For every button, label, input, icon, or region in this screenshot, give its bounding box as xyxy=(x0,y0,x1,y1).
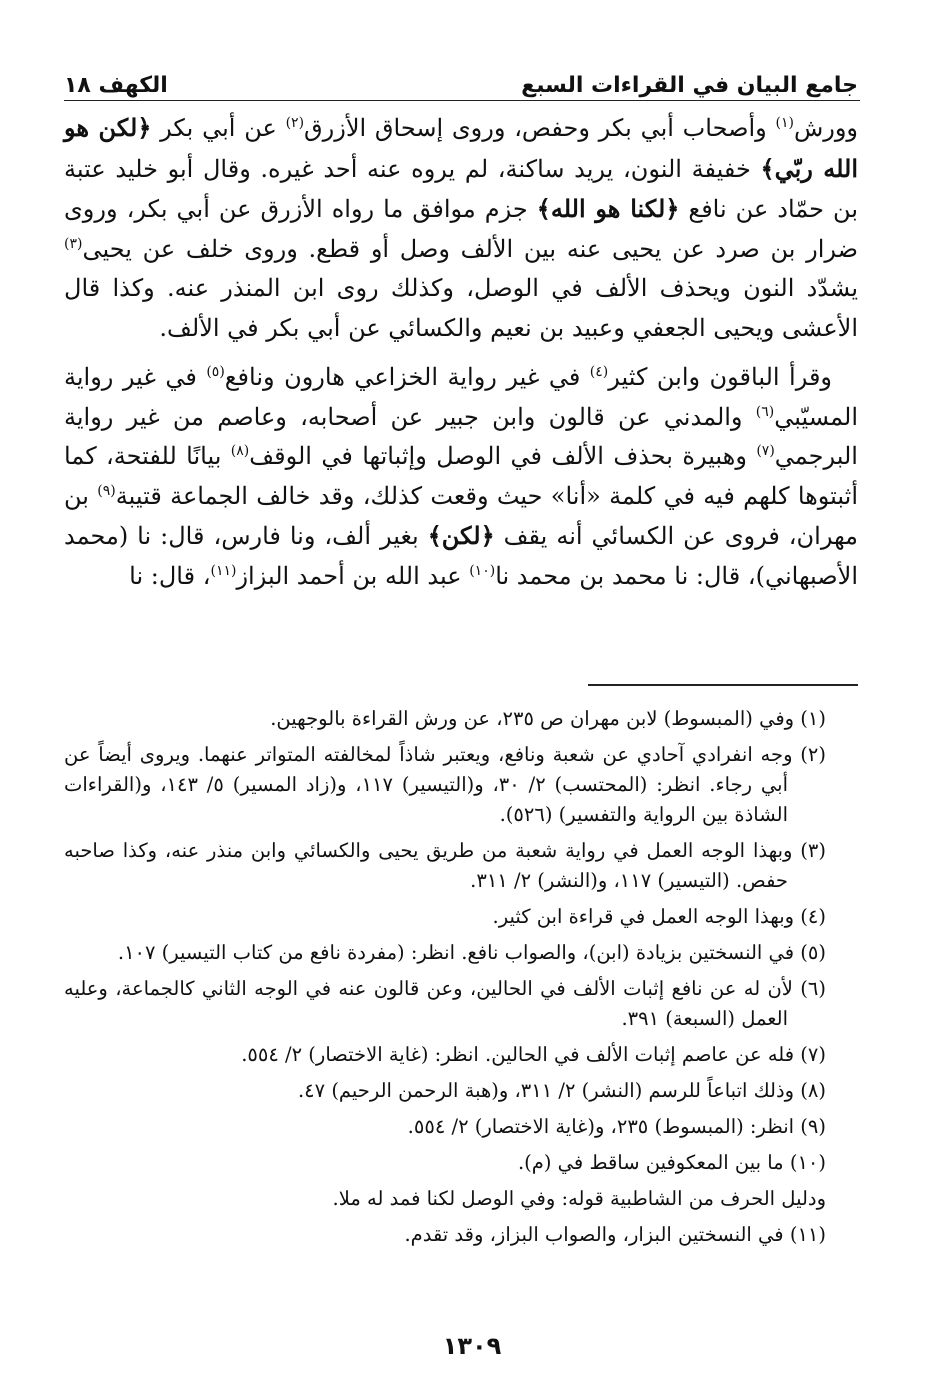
footnote-marker: (٧) xyxy=(756,443,775,459)
footnote-text: ودليل الحرف من الشاطبية قوله: وفي الوصل لكنا فمد له ملا. xyxy=(332,1187,826,1210)
footnotes xyxy=(64,704,826,1256)
body-paragraph xyxy=(64,108,858,348)
quran-quote: ﴿لكنا هو الله﴾ xyxy=(536,194,680,223)
text-segment: وأصحاب أبي بكر وحفص، وروى إسحاق الأزرق xyxy=(304,114,776,142)
text-segment: جزم موافق ما رواه الأزرق عن أبي بكر، وروى ضرار بن صرد عن يحيى عنه بين الألف وصل أو قطع. وروى خلف عن يحيى xyxy=(64,195,859,263)
quran-quote: ﴿لكن هو الله ربّي﴾ xyxy=(64,113,858,183)
footnote-text: وبهذا الوجه العمل في رواية شعبة من طريق يحيى والكسائي وابن منذر عنه، وكذا صاحبه حفص. (التيسير) ١١٧، و(النشر) ٢/ ٣١١. xyxy=(64,839,793,892)
footnote-marker: (٥) xyxy=(206,364,225,380)
text-segment: بغير ألف، ونا فارس، قال: نا (محمد الأصبهاني)، قال: نا محمد بن محمد نا xyxy=(64,522,858,590)
footnote-text: في النسختين بزيادة (ابن)، والصواب نافع. انظر: (مفردة نافع من كتاب التيسير) ١٠٧. xyxy=(117,941,795,964)
footnote-number: (٣) xyxy=(792,839,826,862)
footnote-number: (١٠) xyxy=(783,1151,826,1174)
footnote-text: ما بين المعكوفين ساقط في (م). xyxy=(517,1151,784,1174)
footnote xyxy=(64,1220,826,1250)
text-segment: ، قال: نا xyxy=(129,561,211,590)
footnote-number: (١) xyxy=(794,707,826,730)
footnote-number: (٧) xyxy=(794,1043,826,1066)
footnote xyxy=(64,938,826,968)
footnote-text: وفي (المبسوط) لابن مهران ص ٢٣٥، عن ورش القراءة بالوجهين. xyxy=(270,707,795,730)
footnote-marker: (١) xyxy=(775,115,794,131)
text-segment: بن مهران، فروى عن الكسائي أنه يقف xyxy=(64,481,859,550)
footnote-marker: (٤) xyxy=(589,364,609,380)
text-segment: في غير رواية الخزاعي هارون ونافع xyxy=(224,363,590,391)
text-segment: عبد الله بن أحمد البزاز xyxy=(236,561,470,590)
footnote-marker: (١١) xyxy=(210,562,237,579)
footnote xyxy=(64,1184,826,1214)
footnote xyxy=(64,836,826,896)
text-segment: عن أبي بكر xyxy=(151,114,286,142)
running-header xyxy=(64,62,858,98)
footnote xyxy=(64,1112,826,1142)
footnote xyxy=(64,740,826,830)
footnote-number: (٦) xyxy=(792,977,826,1000)
footnote-marker: (٦) xyxy=(755,403,775,420)
footnote xyxy=(64,902,826,932)
footnote-marker: (٣) xyxy=(64,235,83,252)
footnote-number: (٢) xyxy=(792,743,827,766)
page-number: ١٣٠٩ xyxy=(442,1332,502,1360)
footnote-text: فله عن عاصم إثبات الألف في الحالين. انظر: (غاية الاختصار) ٢/ ٥٥٤. xyxy=(241,1043,795,1066)
footnote-number: (٥) xyxy=(794,941,826,964)
footnote xyxy=(64,1040,826,1070)
text-segment: في غير رواية المسيّبي xyxy=(64,363,858,431)
book-title: جامع البيان في القراءات السبع xyxy=(521,73,858,98)
quran-quote: ﴿لكن﴾ xyxy=(427,521,495,550)
footnote-marker: (٢) xyxy=(285,115,305,131)
footnote-number: (٤) xyxy=(794,905,826,928)
footnote-text: وذلك اتباعاً للرسم (النشر) ٢/ ٣١١، و(هبة الرحمن الرحيم) ٤٧. xyxy=(297,1079,795,1102)
footnote-number: (٨) xyxy=(794,1079,826,1102)
footnote-text: وجه انفرادي آحادي عن شعبة ونافع، ويعتبر شاذاً لمخالفته المتواتر عنهما. ويروى أيضاً عن أبي رجاء. انظر: (المحتسب) ٢/ ٣٠، و(التيسير) ١١٧، و(زاد المسير) ٥/ ١٤٣، و(القراءات الشاذة بين الرواية والتفسير) (٥٢٦). xyxy=(64,743,793,826)
footnote-marker: (١٠) xyxy=(469,562,496,579)
surah-reference: الكهف ١٨ xyxy=(64,73,168,98)
text-segment: بيانًا للفتحة، كما أثبتوها كلهم فيه في كلمة «أنا» حيث وقعت كذلك، وقد خالف الجماعة قتيبة xyxy=(64,442,859,510)
main-text xyxy=(64,108,858,606)
text-segment: والمدني عن قالون وابن جبير عن أصحابه، وعاصم من غير رواية البرجمي xyxy=(64,402,858,470)
footnote-number: (١١) xyxy=(783,1223,826,1246)
text-segment: وهبيرة بحذف الألف في الوصل وإثباتها في الوقف xyxy=(249,442,757,470)
footnote-marker: (٩) xyxy=(97,482,116,499)
footnote xyxy=(64,974,826,1034)
footnote xyxy=(64,1148,826,1178)
text-segment: يشدّد النون ويحذف الألف في الوصل، وكذلك روى ابن المنذر عنه. وكذا قال الأعشى ويحيى الجعفي وعبيد بن نعيم والكسائي عن أبي بكر في الألف. xyxy=(64,274,858,342)
footnote xyxy=(64,1076,826,1106)
text-segment: وورش xyxy=(793,114,859,142)
text-segment: خفيفة النون، يريد ساكنة، لم يروه عنه أحد غيره. وقال أبو خليد عتبة بن حمّاد عن نافع xyxy=(64,154,858,223)
footnote-text: في النسختين البزار، والصواب البزاز، وقد تقدم. xyxy=(404,1223,784,1246)
footnote-number: (٩) xyxy=(794,1115,826,1138)
footnote-divider xyxy=(588,684,858,686)
footnote xyxy=(64,704,826,734)
footnote-marker: (٨) xyxy=(230,443,250,459)
text-segment: وقرأ الباقون وابن كثير xyxy=(608,363,833,391)
body-paragraph xyxy=(64,358,858,596)
footnote-text: انظر: (المبسوط) ٢٣٥، و(غاية الاختصار) ٢/ ٥٥٤. xyxy=(407,1115,795,1138)
footnote-text: لأن له عن نافع إثبات الألف في الحالين، وعن قالون عنه في الوجه الثاني كالجماعة، وعليه العمل (السبعة) ٣٩١. xyxy=(64,977,793,1030)
header-divider xyxy=(64,100,860,101)
footnote-text: وبهذا الوجه العمل في قراءة ابن كثير. xyxy=(492,905,795,928)
